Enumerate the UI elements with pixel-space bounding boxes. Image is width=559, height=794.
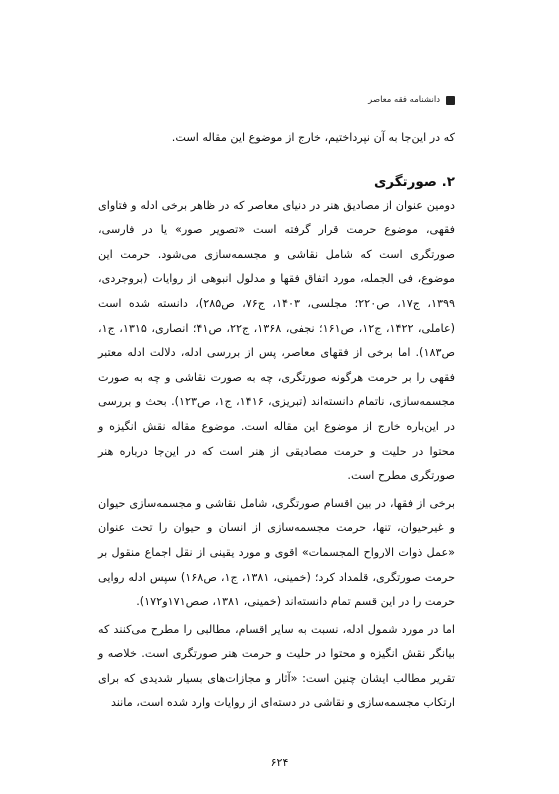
paragraph-3: اما در مورد شمول ادله، نسبت به سایر اقسام، مطالبی را مطرح می‌کنند که بیانگر نقش انگیزه و محتوا در حلیت و حرمت هنر صورتگری است. خلاصه و تقریر مطالب ایشان چنین است: «آثار و مجازات‌های بسیار شدیدی که برای ارتکاب مجسمه‌سازی و نقاشی در دسته‌ای از روایات وارد شده است، مانند — [98, 622, 455, 710]
running-title: دانشنامه فقه معاصر — [368, 95, 440, 105]
paragraph-1: دومین عنوان از مصادیق هنر در دنیای معاصر که در ظاهر برخی ادله و فتاوای فقهی، موضوع حرمت قرار گرفته است «تصویر صور» یا در فارسی، صورتگری است که شامل نقاشی و مجسمه‌سازی می‌شود. حرمت این موضوع، فی الجمله، مورد اتفاق فقها و مدلول انبوهی از روایات (بروجردی، ۱۳۹۹، ج۱۷، ص۲۲۰؛ مجلسی، ۱۴۰۳، ج۷۶، ص۲۸۵)، دانسته شده است (عاملی، ۱۴۲۲، ج۱۲، ص۱۶۱؛ نجفی، ۱۳۶۸، ج۲۲، ص۴۱؛ انصاری، ۱۳۱۵، ج۱، ص۱۸۳). اما برخی از فقهای معاصر، پس از بررسی ادله، دلالت ادله معتبر فقهی را بر حرمت هرگونه صورتگری، چه به صورت نقاشی و چه به صورت مجسمه‌سازی، ناتمام دانسته‌اند (تبریزی، ۱۴۱۶، ج۱، ص۱۲۳). بحث و بررسی در این‌باره خارج از موضوع این مقاله است. موضوع مقاله نقش انگیزه و محتوا در حلیت و حرمت مصادیقی از هنر است که در این‌جا درباره هنر صورتگری مطرح است. — [98, 198, 456, 483]
lead-line: که در این‌جا به آن نپرداختیم، خارج از موضوع این مقاله است. — [171, 131, 455, 144]
header-marker-icon — [446, 96, 455, 105]
body-text — [98, 126, 455, 716]
running-header — [368, 95, 455, 105]
section-heading: ۲. صورتگری — [373, 173, 455, 190]
page-number: ۶۲۴ — [270, 756, 289, 769]
paragraph-2: برخی از فقها، در بین اقسام صورتگری، شامل نقاشی و مجسمه‌سازی حیوان و غیرحیوان، تنها، حرمت مجسمه‌سازی از انسان و حیوان را تحت عنوان «عمل ذوات الارواح المجسمات» اقوی و مورد یقینی از نقل اجماع منقول بر حرمت صورتگری، قلمداد کرد؛ (خمینی، ۱۳۸۱، ج۱، ص۱۶۸) سپس ادله روایی حرمت را در این قسم تمام دانسته‌اند (خمینی، ۱۳۸۱، صص۱۷۱و۱۷۲). — [98, 496, 455, 609]
